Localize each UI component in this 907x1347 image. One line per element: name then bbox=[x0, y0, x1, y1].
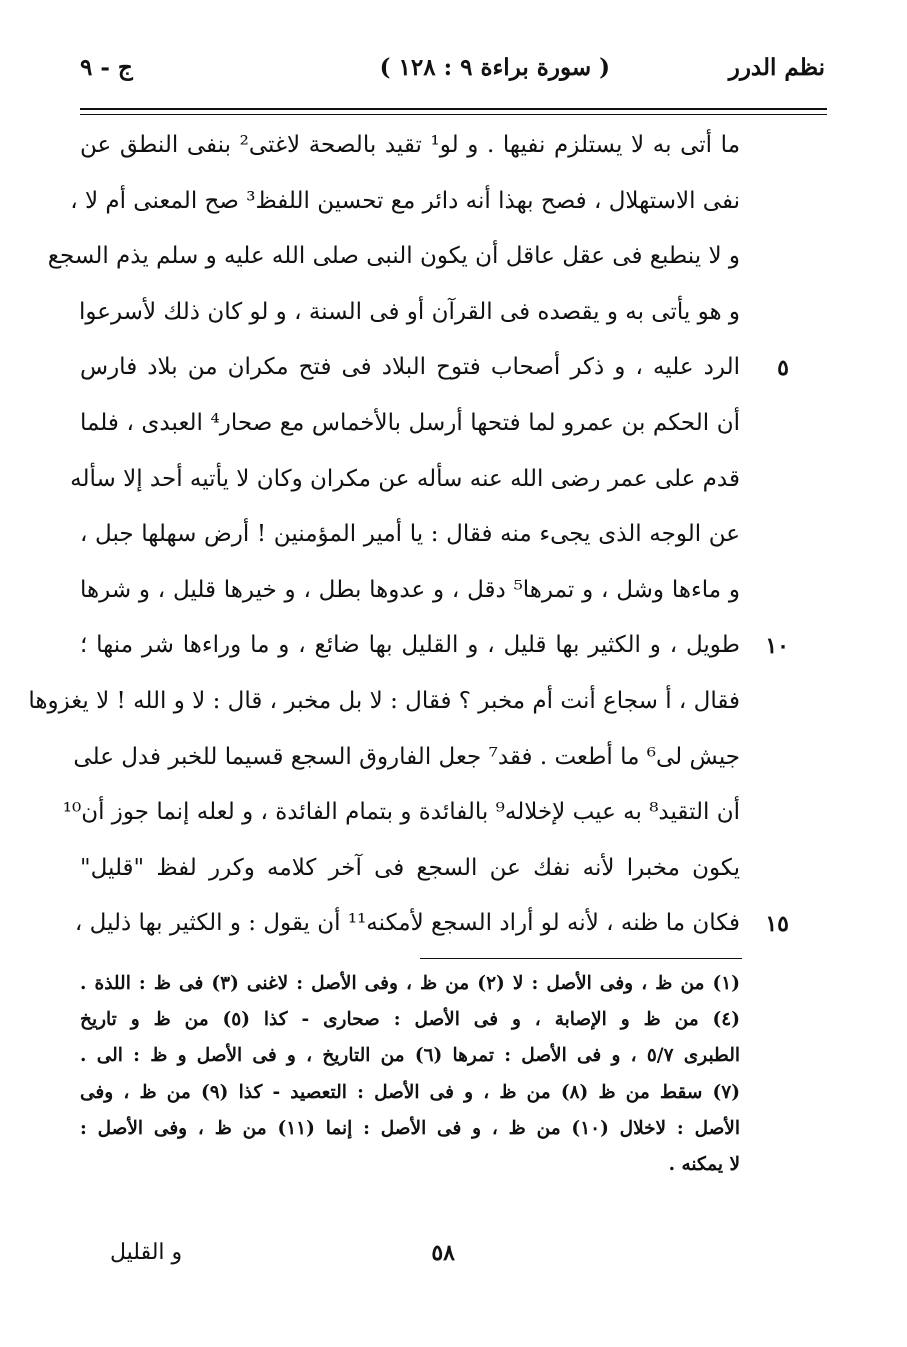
footnote-rule bbox=[420, 958, 742, 959]
text-line: و ماءها وشل ، و تمرها⁵ دقل ، و عدوها بطل ، و خيرها قليل ، و شرها bbox=[80, 576, 741, 603]
footnote-line: (٧) سقط من ظ (٨) من ظ ، و فى الأصل : التعصيد - كذا (٩) من ظ ، وفى bbox=[80, 1081, 740, 1103]
footnote-line: الأصل : لاخلال (١٠) من ظ ، و فى الأصل : إنما (١١) من ظ ، وفى الأصل : bbox=[80, 1117, 741, 1139]
catchword: و القليل bbox=[110, 1240, 183, 1265]
text-line: أن التقيد⁸ به عيب لإخلاله⁹ بالفائدة و بتمام الفائدة ، و لعله إنما جوز أن¹⁰ bbox=[62, 799, 740, 826]
footnote-line: لا يمكنه . bbox=[668, 1153, 740, 1175]
text-line: الرد عليه ، و ذكر أصحاب فتوح البلاد فى فتح مكران من بلاد فارس bbox=[80, 354, 740, 381]
text-line: عن الوجه الذى يجىء منه فقال : يا أمير المؤمنين ! أرض سهلها جبل ، bbox=[80, 521, 740, 548]
text-line: طويل ، و الكثير بها قليل ، و القليل بها ضائع ، و ما وراءها شر منها ؛ bbox=[80, 632, 740, 659]
book-title: نظم الدرر bbox=[728, 54, 825, 81]
line-number-5: ٥ bbox=[777, 355, 789, 381]
text-line: و لا ينطبع فى عقل عاقل أن يكون النبى صلى الله عليه و سلم يذم السجع bbox=[47, 243, 740, 270]
line-number-15: ١٥ bbox=[765, 911, 789, 937]
text-line: جيش لى⁶ ما أطعت . فقد⁷ جعل الفاروق السجع قسيما للخبر فدل على bbox=[73, 743, 740, 770]
footnote-line: الطبرى ٥/٧ ، و فى الأصل : تمرها (٦) من التاريخ ، و فى الأصل و ظ : الى . bbox=[80, 1045, 740, 1067]
text-line: و هو يأتى به و يقصده فى القرآن أو فى السنة ، و لو كان ذلك لأسرعوا bbox=[78, 298, 740, 325]
header-rule-thick bbox=[80, 108, 827, 110]
text-line: يكون مخبرا لأنه نفك عن السجع فى آخر كلامه وكرر لفظ "قليل" bbox=[80, 854, 740, 881]
running-header bbox=[80, 48, 825, 98]
footnotes bbox=[80, 966, 740, 1183]
text-line: أن الحكم بن عمرو لما فتحها أرسل بالأخماس مع صحار⁴ العبدى ، فلما bbox=[80, 409, 740, 436]
text-line: قدم على عمر رضى الله عنه سأله عن مكران وكان لا يأتيه أحد إلا سأله bbox=[70, 465, 740, 492]
surah-reference: ( سورة براءة ٩ : ١٢٨ ) bbox=[379, 54, 610, 81]
header-rule-thin bbox=[80, 114, 827, 115]
footnote-line: (١) من ظ ، وفى الأصل : لا (٢) من ظ ، وفى الأصل : لاغنى (٣) فى ظ : اللذة . bbox=[80, 973, 740, 994]
text-line: فقال ، أ سجاع أنت أم مخبر ؟ فقال : لا بل مخبر ، قال : لا و الله ! لا يغزوها bbox=[28, 687, 740, 714]
text-line: نفى الاستهلال ، فصح بهذا أنه دائر مع تحسين اللفظ³ صح المعنى أم لا ، bbox=[70, 187, 740, 214]
main-text bbox=[28, 118, 741, 952]
line-number-10: ١٠ bbox=[765, 633, 789, 659]
text-line: ما أتى به لا يستلزم نفيها . و لو¹ تقيد بالصحة لاغتى² بنفى النطق عن bbox=[80, 132, 741, 158]
page-number: ٥٨ bbox=[431, 1240, 455, 1266]
page-footer bbox=[110, 1240, 740, 1280]
text-line: فكان ما ظنه ، لأنه لو أراد السجع لأمكنه¹¹ أن يقول : و الكثير بها ذليل ، bbox=[74, 910, 740, 937]
volume-number: ج - ٩ bbox=[80, 54, 133, 81]
footnote-line: (٤) من ظ و الإصابة ، و فى الأصل : صحارى - كذا (٥) من ظ و تاريخ bbox=[80, 1009, 740, 1031]
